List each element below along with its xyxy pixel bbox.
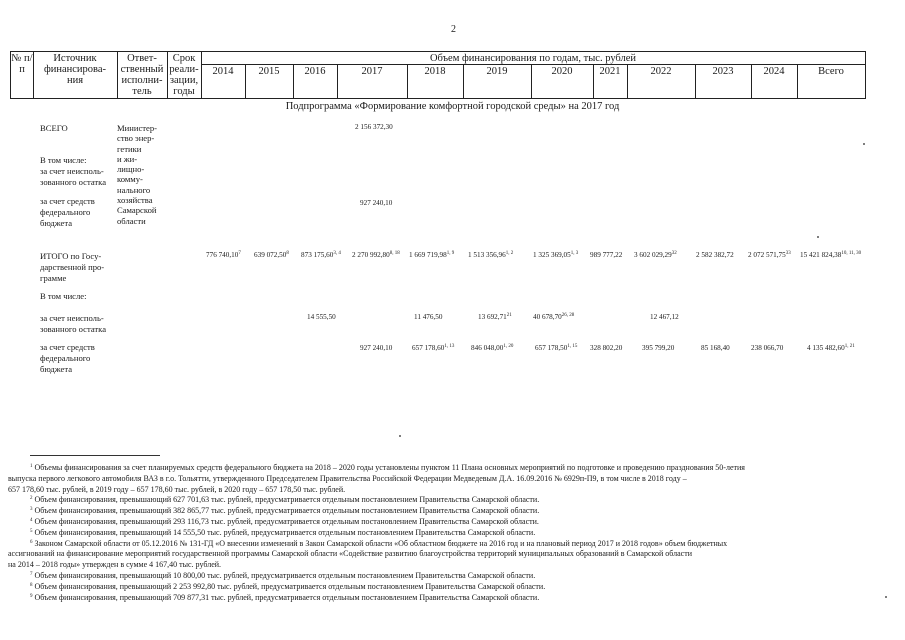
footnote-ref: 10, 11, 30 (841, 251, 862, 256)
itogo-value-cell (301, 251, 341, 259)
federal2-label-line: федерального (40, 353, 91, 363)
value: 846 048,00 (471, 344, 504, 352)
year-2021: 2021 (599, 66, 621, 77)
col-source-line: финансирова- (43, 64, 107, 75)
ministry-line: нального (117, 184, 151, 195)
value: 85 168,40 (701, 344, 730, 352)
ministry-line: и жи- (117, 153, 138, 164)
federal-value-cell (360, 344, 392, 352)
footnote-ref: 21 (506, 313, 512, 318)
federal-value-cell (701, 344, 730, 352)
federal-label-line: федерального (40, 207, 91, 217)
value: 1 513 356,96 (468, 251, 506, 259)
value: 873 175,60 (301, 251, 334, 259)
footnote (8, 528, 860, 539)
federal-value-cell (751, 344, 783, 352)
year-2023: 2023 (712, 66, 734, 77)
itogo-value-cell (696, 251, 734, 259)
footnote-number: 1 (30, 464, 33, 469)
total-2017-value: 2 156 372,30 (355, 123, 393, 131)
footnote-number: 6 (30, 539, 33, 545)
unused-label-line: за счет неисполь- (40, 166, 104, 176)
itogo-value-cell (409, 251, 454, 259)
footnote-text: Объем финансирования, превышающий 14 555,50 тыс. рублей, предусматривается отдельным постановлением Правительства Самарской области. (34, 527, 536, 537)
ministry-line: ство энер- (117, 133, 155, 144)
year-2022: 2022 (650, 66, 672, 77)
footnote-text: 657 178,60 тыс. рублей, в 2019 году – 657 178,60 тыс. рублей, в 2020 году – 657 178,50 тыс. рублей. (8, 484, 346, 494)
scan-mark (817, 236, 819, 238)
footnote-text: ассигнований на финансирование мероприятий государственной программы Самарской области «Содействие развитию благоустройства территорий муниципальных образований в Самарской области (8, 549, 693, 559)
value: 3 602 029,29 (634, 251, 672, 259)
col-resp-line: тель (132, 86, 152, 97)
col-source-line: ния (66, 75, 84, 86)
federal-label-line: бюджета (40, 218, 73, 228)
unused-value-cell (414, 313, 442, 321)
ministry-line: области (117, 215, 146, 226)
value: 2 582 382,72 (696, 251, 734, 259)
footnote (8, 539, 860, 550)
unused-value-cell (650, 313, 679, 321)
footnote-ref: 1, 9 (446, 251, 455, 256)
unused2-label-line: зованного остатка (40, 324, 107, 334)
footnote (8, 582, 860, 593)
year-2019: 2019 (486, 66, 508, 77)
value: 927 240,10 (360, 344, 393, 352)
value: 1 669 719,98 (409, 251, 447, 259)
col-term-line: Срок (172, 53, 196, 64)
year-total: Всего (818, 66, 844, 77)
col-source-header (33, 53, 117, 86)
footnote (8, 463, 860, 474)
itogo-value-cell (352, 251, 400, 259)
page-number: 2 (451, 24, 456, 35)
itogo-value-cell (634, 251, 677, 259)
footnote-text: Объем финансирования, превышающий 2 253 992,80 тыс. рублей, предусматривается отдельным постановлением Правительства Самарской области. (34, 581, 546, 591)
footnote-ref: 1, 2 (505, 251, 514, 256)
footnote-ref: 3, 4 (333, 251, 341, 256)
year-2015: 2015 (258, 66, 280, 77)
itogo-value-cell (468, 251, 513, 259)
footnote-text: Объем финансирования, превышающий 10 800,00 тыс. рублей, предусматривается отдельным постановлением Правительства Самарской области. (34, 570, 536, 580)
value: 395 799,20 (642, 344, 675, 352)
footnote (8, 560, 860, 571)
col-term-line: годы (173, 86, 195, 97)
footnotes (8, 463, 860, 603)
footnote-text: Объем финансирования, превышающий 382 865,77 тыс. рублей, предусматривается отдельным постановлением Правительства Самарской области. (34, 506, 540, 516)
footnote-text: Объемы финансирования за счет планируемых средств федерального бюджета на 2018 – 2020 годы установлены пунктом 11 Плана основных мероприятий по подготовке и проведению празднования 50-летия (34, 463, 745, 472)
value: 238 066,70 (751, 344, 784, 352)
scan-mark (863, 143, 865, 145)
footnote-ref: 1, 13 (444, 344, 455, 349)
col-term-line: зации, (169, 75, 199, 86)
itogo-label-line: грамме (40, 273, 67, 283)
value: 40 678,70 (533, 313, 562, 321)
footnote-ref: 1, 20 (503, 344, 514, 349)
year-2017: 2017 (361, 66, 383, 77)
footnote (8, 506, 860, 517)
col-resp-line: ственный (120, 64, 164, 75)
value: 657 178,60 (412, 344, 445, 352)
footnote-text: Объем финансирования, превышающий 627 701,63 тыс. рублей, предусматривается отдельным постановлением Правительства Самарской области. (34, 495, 540, 505)
itogo-value-cell (254, 251, 289, 259)
federal2-label-line: за счет средств (40, 342, 95, 352)
footnote-number: 4 (30, 517, 33, 523)
value: 13 692,71 (478, 313, 507, 321)
footnote (8, 571, 860, 582)
itogo-value-cell (748, 251, 791, 259)
year-2018: 2018 (424, 66, 446, 77)
col-term-line: реали- (169, 64, 199, 75)
footnote-ref: 1, 3 (570, 251, 579, 256)
col-term-header (167, 53, 201, 97)
footnote-text: Объем финансирования, превышающий 709 877,31 тыс. рублей, предусматривается отдельным постановлением Правительства Самарской области. (34, 592, 540, 602)
unused-label (40, 166, 106, 188)
col-source-line: Источник (53, 53, 97, 64)
unused-value-cell (533, 313, 574, 321)
table-header (10, 51, 866, 99)
col-resp-line: исполни- (121, 75, 163, 86)
ministry-line: Министер- (117, 123, 157, 133)
ministry-line: лищно- (117, 164, 145, 175)
footnote (8, 593, 860, 604)
value: 657 178,50 (535, 344, 568, 352)
footnote-number: 3 (30, 507, 33, 513)
footnote-text: на 2014 – 2018 годы» утвержден в сумме 4 167,40 тыс. рублей. (8, 560, 222, 570)
federal-value-cell (590, 344, 622, 352)
value: 1 325 369,05 (533, 251, 571, 259)
footnote-number: 9 (30, 593, 33, 599)
footnote (8, 474, 860, 485)
col-number-label: № п/п (11, 53, 33, 75)
col-resp-line: Ответ- (127, 53, 157, 64)
federal-value-cell (535, 344, 577, 352)
value: 2 072 571,75 (748, 251, 786, 259)
footnote-ref: 1, 21 (844, 344, 855, 349)
footnote-text: выпуска первого легкового автомобиля ВАЗ в г.о. Тольятти, утвержденного Председателем Правительства Российской Федерации Медведевым Д.А. 16.09.2016 № 6929п-П9, в том числе в 2018 году – (8, 473, 687, 483)
footnote-ref: 7 (238, 251, 241, 256)
value: 4 135 482,60 (807, 344, 845, 352)
scan-mark (399, 435, 401, 437)
footnote-ref: 33 (785, 251, 791, 256)
year-2020: 2020 (551, 66, 573, 77)
unused2-label (40, 313, 106, 335)
value: 989 777,22 (590, 251, 623, 259)
itogo-value-cell (206, 251, 241, 259)
footnote (8, 517, 860, 528)
scan-mark (885, 596, 887, 598)
itogo-label (40, 251, 104, 284)
footnote-number: 5 (30, 528, 33, 534)
footnote-ref: 32 (671, 251, 677, 256)
federal2-label (40, 342, 95, 375)
federal-value-cell (807, 344, 855, 352)
unused-value-cell (307, 313, 336, 321)
footnote-number: 7 (30, 571, 33, 577)
ministry-label (117, 123, 157, 226)
federal-value-cell (412, 344, 454, 352)
value: 2 270 992,80 (352, 251, 390, 259)
footnote-ref: 1, 15 (567, 344, 578, 349)
volume-header: Объем финансирования по годам, тыс. рублей (429, 53, 637, 64)
unused-label-line: зованного остатка (40, 177, 107, 187)
value: 14 555,50 (307, 313, 336, 321)
federal-value-cell (471, 344, 513, 352)
unused-value-cell (478, 313, 512, 321)
total-label: ВСЕГО (40, 123, 68, 133)
footnote-number: 2 (30, 496, 33, 502)
footnote-text: Законом Самарской области от 05.12.2016 № 131-ГД «О внесении изменений в Закон Самарской области «Об областном бюджете на 2016 год и на плановый период 2017 и 2018 годов» объем бюджетных (34, 538, 728, 548)
footnote-text: Объем финансирования, превышающий 293 116,73 тыс. рублей, предусматривается отдельным постановлением Правительства Самарской области. (34, 516, 539, 526)
value: 12 467,12 (650, 313, 679, 321)
federal-value-cell (642, 344, 674, 352)
itogo-value-cell (590, 251, 622, 259)
col-number-header (11, 53, 33, 75)
footnote (8, 495, 860, 506)
footnote-number: 8 (30, 582, 33, 588)
incl-label: В том числе: (40, 155, 87, 165)
federal-label-line: за счет средств (40, 196, 95, 206)
value: 328 802,20 (590, 344, 623, 352)
col-responsible-header (117, 53, 167, 97)
federal-2017-value: 927 240,10 (360, 199, 393, 207)
ministry-line: Самарской (117, 205, 157, 216)
value: 15 421 824,38 (800, 251, 842, 259)
footnote (8, 485, 860, 496)
value: 639 072,50 (254, 251, 287, 259)
year-2024: 2024 (763, 66, 785, 77)
footnote-ref: 8, 18 (389, 251, 400, 256)
year-2016: 2016 (304, 66, 326, 77)
ministry-line: хозяйства (117, 195, 153, 206)
itogo-label-line: дарственной про- (40, 262, 105, 272)
footnote (8, 549, 860, 560)
ministry-line: комму- (117, 174, 143, 185)
federal2-label-line: бюджета (40, 364, 73, 374)
ministry-line: гетики (117, 143, 142, 154)
federal-label (40, 196, 95, 229)
value: 11 476,50 (414, 313, 443, 321)
subprogram-title: Подпрограмма «Формирование комфортной городской среды» на 2017 год (285, 101, 620, 112)
footnote-ref: 8 (286, 251, 289, 256)
incl2-label: В том числе: (40, 291, 87, 301)
footnote-ref: 26, 28 (561, 313, 575, 318)
unused2-label-line: за счет неисполь- (40, 313, 104, 323)
footnote-separator (30, 455, 160, 456)
value: 776 740,10 (206, 251, 239, 259)
itogo-label-line: ИТОГО по Госу- (40, 251, 102, 261)
itogo-value-cell (800, 251, 861, 259)
year-2014: 2014 (212, 66, 234, 77)
itogo-value-cell (533, 251, 578, 259)
